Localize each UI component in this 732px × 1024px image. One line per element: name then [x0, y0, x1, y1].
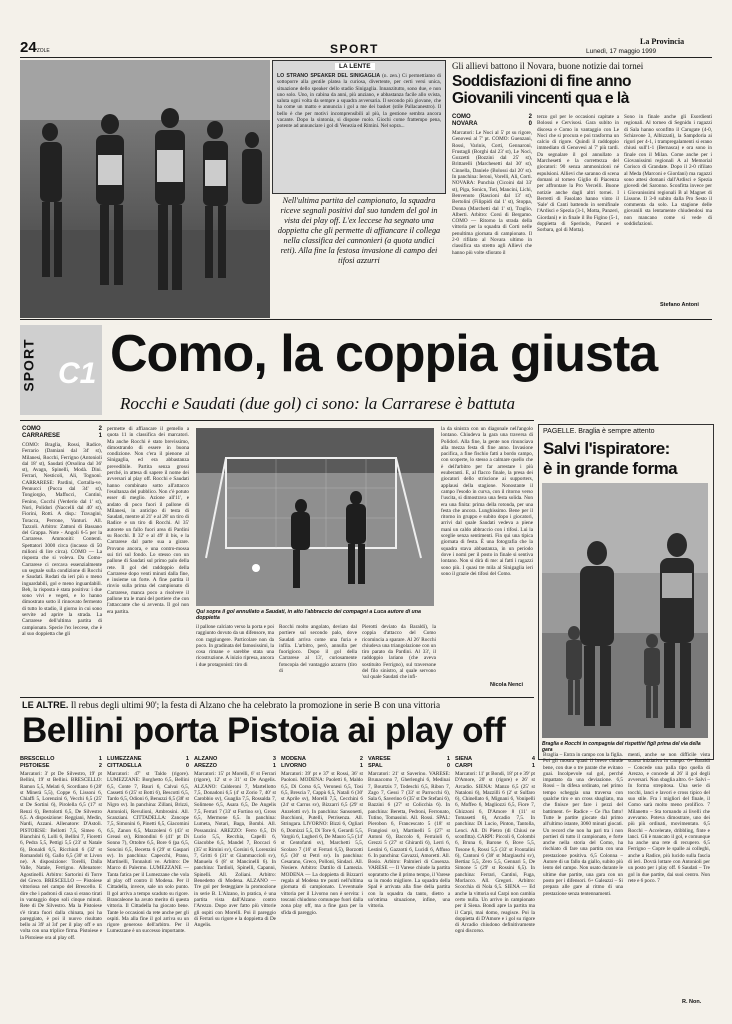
serie-c-kicker-text: Il rebus degli ultimi 90'; la festa di Alzano che ha celebrato la promozione in serie B con una vittoria: [70, 700, 441, 710]
main-away: CARRARESE: [22, 433, 61, 439]
main-col4: Rocchi molto angolato, deviato dal portiere sul secondo palo, dove Saudati arriva come una furia e infila. L'arbitro, però, annulla per fuorigioco. Dopo il gol della Carrarese al 13', curiosamente fotocopia del vantaggio azzurro (tiro di: [279, 624, 357, 675]
serie-c-kicker-lead: LE ALTRE.: [22, 700, 69, 710]
goal-photo-caption: Qui sopra il gol annullato a Saudati, in alto l'abbraccio dei compagni a Luca autore di una doppietta: [196, 609, 421, 622]
section-rule-1: [20, 319, 712, 320]
match-score: [281, 756, 363, 769]
header-rule: [20, 57, 712, 58]
pagelle-photo-caption: Braglia e Rocchi in compagnia del rispettivi figli prima del via della gara: [542, 741, 701, 753]
giovanili-col3: Sono in finale anche gli Esordienti regionali. Al torneo di Segnidu i ragazzi di Sala hanno sconfitto il Carugate (4-0, Schiavone 3, Albizzati), la Sampdoria ai rigori per 4-1, i trampregalamenti si erano chiusi sull'1-1 (Bernasca) e ora sono in finale con il Milan. Come anche per i Giovanissimi regionali A al Memorial Corisco di Grandate. Dopo il 2-0 rifilato al Meda (Marconi e Giordani) ma ragazzi sono attesi domani dall'Ardisci e Spezia giovedì del Saronno. Sconfitta invece per i Giovanissimi regionali B al Magnet di Lissone. Il 3-0 subito dalla Pro Sesto il commenta da solo. La stagione delle giovanili sta lentamente chiudendosi ma non mancano come si vede di soddisfazioni.: [624, 114, 712, 228]
match-score: [20, 756, 102, 769]
photo-players-celebrating: [20, 60, 270, 318]
photo-braglia-rocchi-children: [542, 483, 708, 738]
match-home-goals: 1: [98, 756, 102, 762]
match-home: BRESCELLO: [20, 756, 55, 762]
match-away-goals: 0: [446, 762, 450, 769]
match-away-goals: 2: [98, 762, 102, 769]
la-lente-body: [277, 73, 441, 189]
page-number-value: 24: [20, 39, 37, 56]
match-away: SPAL: [368, 762, 383, 769]
match-away: CITTADELLA: [107, 762, 142, 769]
section-header: SPORT: [330, 42, 379, 56]
main-author: Nicola Nenci: [490, 682, 524, 688]
match-block: [107, 756, 189, 1008]
match-score: [368, 756, 450, 769]
giovanili-away-goals: 0: [528, 121, 532, 127]
pagelle-author: R. Non.: [682, 999, 702, 1005]
match-away: CARPI: [455, 762, 473, 769]
giovanili-title-2: Giovanili vincenti qua e là: [452, 90, 629, 107]
main-title: Como, la coppia giusta: [110, 325, 658, 383]
giovanili-score: [452, 114, 532, 128]
match-home-goals: 2: [359, 756, 363, 762]
side-label-block: [20, 325, 102, 415]
match-block: [455, 756, 535, 1008]
giovanili-kicker: Gli allievi battono il Novara, buone notizie dai tornei: [452, 61, 644, 71]
pagelle-col2: menti, anche se non difficile vista scarsa iniziativa in campo. 6+ Baraldi – Concede una palla tipo quella di Arezzo, e concede al 26' il gol degli avversari. Non sbaglia altro. 6+ Salvi – In forma strepitosa. Una serie di tocchi, lanci e lavori e cross tipico del suo stile. Fra i migliori del finale, il Como sarà molto meno prolifico. 7 Milanetto – Sta tornando ai livelli che avevamo. Poteva dimostrare, uno dei più più ordinati, movimentato. 6,5 Rocchi – Accelerate, dribbling, finte e lanci. Gli è mancato il gol, e comunque ha anche una rete di recupero. 6,5 Ferrigno – Copre le spalle ai colleghi, anche a Radice, più lucido sulla fascia di ieri. Dovrà lottare con Antonioli per un posto per i play off. 6 Saudati – Tre gol in due partite, dai suoi centro. Non rete e 6 poco. 7: [628, 752, 710, 884]
serie-c-results: [20, 756, 536, 1008]
match-block: [281, 756, 363, 1008]
match-text: Marcatori: 47' st Taldo (rigore). LUMEZZANE: Borghetto 6,5, Bellini 6,5, Conte 7, Bauri 6, Calvai 6,5, Cassetti 6 (25' st Botti 6), Bescotti 6,5, Tardo 6,5, Odioni 6, Benuzzi 6,5 (38' st Nigro sv). In panchina: Zillani, Brizzi, Antonioli, Revulioni, Ambrosini. All. Scanziani. CITTADELLA: Zancope 7,5, Simonini 6, Pinetti 6,5, Giacomini 6,5, Zanon 6,5, Mazzoleni 6 (43' st Greasi sv), Rimondini 6 (41' pt Di Sonno 7), Ottobre 6,5, Bore 6 (pa 6,5, Soncini 6,5, Becetta 6 (29' st Gaspari sv). In panchina: Capecchi, Pranu, Martinelli, Tonnaluti ve. Arbitro: De Marco di Palermo. LUMEZZANE — Tanta fatica per il Lumezzane che vola al play off contro il Modena. Per il Cittadella, invece, sale un solo punto. Il gol arriva a tempo scaduto su rigore. Brancaleone ha avuto merito di questa vittoria. Il Cittadella ha giocato bene. Tante le occasioni da rete anche per gli ospiti. Ma alla fine il gol arriva su un rigore generoso dell'arbitro. Per il Lumezzane è un successo importante.: [107, 771, 189, 935]
match-block: [368, 756, 450, 1008]
giovanili-col2: terzo gol per le occasioni capitate a Bolossi e Cervisosi. Gara subito in discesa e Como in vantaggio con Le Noci che si procura e poi trasforma un calcio di rigore. Quindi il raddoppio immediato di Genovesi al 7' più tardi. Da segnalare il gol annullato a Marchesetti e la correttezza del giocatori: 90 senza ammonizioni né espulsioni. Allievi che saranno di scena domani al torneo Giglio di Piacenza per affrontare la Pro Vercelli. Buone notizie anche dagli altri tornei. I Berretti di Fasolato hanno vinto il 'Sale' di Canti battendo in semifinale l'Ardisci e Spezia (3-1, Motta, Panzeri, Giordani) e in finale il Bo Figino (5-1, doppietta di Sperindo, Panzeri e Sorbara, gol di Motta).: [537, 114, 619, 234]
match-block: [194, 756, 276, 1008]
side-label-sport: SPORT: [20, 338, 37, 392]
match-text: Marcatori: 3' pt De Silvestro, 19' pt Bellini, 19' st Bellini. BRESCELLO: Ramon 5,5, Melati 6, Scordiano 6 (28' st Minerà 5,5), Coppe 6, Lissoni 6, Chiaffi 5, Lorenzini 6, Vecchi 6,5 (25' st De Sortini 6), Pirolella 6,5 (17' st Renzi 6), Bertolotti 6,5, De Silvestro 6,5. A disposizione: Reggiani, Medin, Nardi, Azzani. Allenatore: D'Astoli. PISTOIESE: Bellotti 7,5, Simeo 6, Bianchini 6, Lolli 6, Bellini 7, Fioretti 6, Pedra 5,5, Pettigi 5,5 (23' st Natale 6), Bonaldi 6,5, Ricchiuti 6 (32' st Romandoli 6), Gallo 6,5 (30' st Livon ne). A disposizione: Torelli, Dalla Valle, Natale, Ferrigno. Allenatore: Agostinelli. Arbitro: Sartorini di Torre del Greco. BRESCELLO — Pistoiese vittoriosa nel campo del Brescello. E dire che i padroni di casa si erano tirati in vantaggio dopo soli cinque minuti. Rete di De Silvestro. Ma la Pistoiese s'è tirata fuori dalla chinata, poi ha pareggiato, è poi il nuovo risultato bello ai 39' al 34' per il play off e un volta con una triplice firma. Pistoiese e la Pistoiese ora al play off.: [20, 771, 102, 941]
main-col6: la da sinistra con un diagonale nell'angolo lontano. Chiudeva la gara una traversa di Polidori. Alla fine, la gente non rinunciava alla mezza festa di fine anno. Invasione pacifica, a fine fischio fatti a bordo campo, con scoperte, lo stesso a calmare quello che è dell'arbitro per far arrestare i più esuberanti. E, al flacco finale, la presa dei giocatori dello striscione ai supporters, applausi della stagione. Nonostante il campo l'esodo in curva, con il ritorno verso l'uscita, si dimostrava una festa solida. Non era una finita: prima della rotonda, per una festa che ancora. Lunghissimo. Bene per il ritorno in gruppo e subito dopo i giocatori, arrivi dal quale Saudati vedeva a piene mani un caldo abbraccio con i tifosi. Lui la sceglie senza sentimenti. Fin qui una tipica giornata di festa. È una fotografia che la squadra stava abbastanza, in un periodo dove i nomi per il posto in finale si sentiva lontano. Non si dirà di me: ai fatti i ragazzi sono più. I quasi tre mila al Sinigaglia ieri sono il grazie dei tifosi del Como.: [441, 426, 533, 577]
match-home: VARESE: [368, 756, 391, 762]
match-block: [20, 756, 102, 1008]
giovanili-home-goals: 2: [528, 114, 532, 120]
main-col5: Pierotti deviato da Baraldi), la coppia d'attacco del Como ricomincia a sparare. Al 26' Rocchi chiudeva una triangolazione con un tiro parato da Pardini. Al 33', il raddoppio lariano (che aveva sostituito Ferrigno), sul traversone del filo sinistro, al quale servono 'sul quale Saudati che infi-: [362, 624, 436, 681]
match-away-goals: 1: [359, 762, 363, 769]
match-away-goals: 0: [185, 762, 189, 769]
match-home-goals: 3: [272, 756, 276, 762]
match-score: [107, 756, 189, 769]
match-away: AREZZO: [194, 762, 217, 769]
giovanili-home: COMO: [452, 114, 471, 120]
match-text: Marcatori: 39' pt e 37' st Rossi, 36' st Paoloni. MODENA: Paoletti 6, Maldo 6,5, Di Corso 6,5, Veronesi 6,5, Tosi 6,5, Brescia 7, Cappù 6,5, Natali 6 (30' st Aprile sv), Morelli 7,5, Cecchini 6 (24' st Carrus sv), Bizzarri 6,5 (29' st Anzelotti sv). In panchina: Sansonetti, Bucchioni, Putelli, Petrisenza. All. Stringara. LIVORNO: Bizzi 6, Ogliari 6, Domizzi 5,5, Di Tore 6, Gerardi 5,5, Vargiù 6, Lugheri 6, De Mauro 5,5 (14' st Centofanti sv), Marchetti 5,5, Scolaro 7 (16' st Ferrari 6,5), Borzotti 6,5 (30' st Petri sv). In panchina: Cesarano, Greco, Polloni, Sindaci. All. Nosiere. Arbitro: Dattilo di Lamezia. MODENA — La doppietta di Bizzarri regala al Modena tre punti nell'ultima giornata di campionato. L'eventuale vittoria per il Livorno non è servita: i toscani chiudono comunque fuori dalla zona play off, ma a fine gara per la sfida di pareggio.: [281, 771, 363, 916]
main-col1: COMO: Braglia, Rossi, Radice, Ferrario (Damiani dal 34' st), Milanesi, Rocchi, Ferrigno (Antonioli dal 18' st), Saudati (Orsolina dal 36' st), Avagn, Spinelli, Modà. Dini. Ferrari, Nesticoli, Ali, Tognoni. CARRARESE: Pardini, Cortalla-ve, Pennucci (Pucca dal 34' st), Tongiorgio, Maffucci, Contini, Fenino, Cucchi (Verderio dal 1' st), Nori, Polidori (Naccelli dal 40' st), Fiorini, Rotti. A disp.: Travagini, Toracca, Perrone, Vanturi. All. Tazzoli. Arbitro: Zattoni di Bassano del Grappa. Note - Angoli 6-5 per la Carrarese. Ammoniti: Contenti. Spettatori 3000 circa (incasso di 50 milioni di lire circa). COMO — La risposta che si voleva. Da Como-Carrarese ci cercava essenzialmente un segnale sulla condizione di Rocchi e Saudati. Rodati da ieri più o meno inguardabili, gol e meno inguardabili. Beh, la risposta è stata positiva: i due sono vivi e vegeti, e lo hanno dimostrato sotto il rinnovato fermento di tutto lo stadio, il giorno in cui sono servite ad aprire la strada. La Carrarese dell'ultima partita di campionato. Specie l'ex leccese, che è al suo doppietta che gli: [22, 442, 102, 637]
la-lente-box: [272, 60, 446, 194]
match-home: SIENA: [455, 756, 473, 762]
la-lente-lead: LO STRANO SPEAKER DEL SINIGAGLIA: [277, 73, 381, 79]
main-col3: il pallone calciato verso la porta e poi raggiunto dovuto da un difensore, ma con raggiungere. Particolare non da poco. In gradinata del famosissimi, la cosa rimane e sarebbe stata una ricostruzione. A inizio ripresa, ancora i due protagonisti: tiro di: [196, 624, 274, 668]
main-home-goals: 2: [98, 426, 102, 432]
league-label: C1: [58, 357, 97, 390]
giovanili-away: NOVARA: [452, 121, 478, 127]
giovanili-title-1: Soddisfazioni di fine anno: [452, 73, 632, 90]
match-home: ALZANO: [194, 756, 218, 762]
giovanili-author: Stefano Antoni: [660, 302, 699, 308]
match-away-goals: 1: [531, 762, 535, 769]
section-rule-2: [20, 420, 534, 421]
match-score: [194, 756, 276, 769]
pagelle-kicker: PAGELLE. Braglia è sempre attento: [543, 428, 655, 435]
serie-c-kicker: [22, 700, 534, 711]
match-home-goals: 1: [185, 756, 189, 762]
match-score: [455, 756, 535, 769]
match-text: Marcatori: 15' pt Morelli, 6' st Ferrari (rigore), 12' st e 31' st De Angelis. ALZANO: Calderoni 7, Martellotto 7,5, Donadoni 6,5 (4' st Zorio 7, 40' st Carobbio sv), Guaglia 7,5, Rossalda 7, Solimene 6,5, Asara 6,5, De Angelis 7,5, Ferrari 7 (33' st Fortino sv), Gross 6,5, Mermone 6,5. In panchina: Lumeta, Notari, Baga, Bombi. All. Possanzini. AREZZO: Ferro 6,5, Di Lucio 5,5, Recchia, Capelli 6, Giacobbe 6,5, Mandel 7, Boccaci 6 (35' st Rimini sv), Corsini 6, Lorenzini 7, Gritti 6 (31' st Giammaccioli sv), Manuela 6 (8' st Mancinelli 6). In panchina: Tardioli, Spinelli, Capanni, Spinelli. All. Zoliani. Arbitro: Benedetto di Modena. ALZANO — Tre gol per festeggiare la promozione in serie B. L'Alzano, in pratica, è una partita vista dall'Alzano contro l'Arezzo. Dopo aver fatto più vittorie gli ospiti con Morelli. Poi il pareggio di Ferrari su rigore e la doppietta di De Angelis.: [194, 771, 276, 929]
match-away-goals: 1: [272, 762, 276, 769]
serie-c-title: Bellini porta Pistoia ai play off: [22, 711, 506, 750]
main-away-goals: 1: [98, 433, 102, 439]
match-text: Marcatori: 11' pt Bondi, 18' pt e 39' pt D'Amore, 20' st (rigore) e 26' st Arcadio. SIENA: Manzo 6,5 (25' st Nataloni 6), Mazzilli 6 (2' st Sulfaro 6), Chinellato 6, Mignani 6, Vonipelli 6, Moffeo 6, Magliozzi 6,5, Fiore 7, Ghizzoni 6, D'Amore 8 (11' st Tomasetti 6), Arcadio 7,5. In panchina: Di Lucio, Pinton, Tantolla, Lenci. All. Di Pietro (di Chiusi ne sconfitta). CARPI: Piccoli 6, Colombi 6, Bruna 6, Barone 6, Bove 5,5, Tosone 6, Rossi 5,5 (33' st Frontalini 6), Cantoni 6 (38' st Margiaschi sv), Bertiaz 5,5, Zero 5,5, Gennari 5, De Simone 5 (29' st Rossini 6,5). In panchina: Ferrari, Cantini, Fuga, Morlacco. All. Gregori. Arbitro: Scocchia di Nola 6,5. SIENA — Ed anche la vittoria sul Carpi non cambia certo nulla. Un arrivo in campionato per il Siena. Bondi apre la partita ma il Carpi, mai domo, reagisce. Poi la doppietta di D'Amore e i gol su rigore di Arcadio chiudono definitivamente ogni discorso.: [455, 771, 535, 935]
main-home: COMO: [22, 426, 41, 432]
main-score: [22, 426, 102, 440]
main-subtitle: Rocchi e Saudati (due gol) ci sono: la Carrarese è battuta: [120, 394, 516, 413]
page-number-suffix: ZOLE: [36, 48, 50, 54]
match-text: Marcatori: 21' st Saverino. VARESE: Brunacomo 7, Gherlenghi 6, Medinai 7, Bourtzis 7, Todeschi 6,5, Ribon 7, Zago 7, Gessi 7 (33' st Parrocchi 6), Sala 6, Saverino 6 (35' st De Stefani 6), Bazzini 6 (27' st Colicchia 6). In panchina: Beretta, Pedroni, Ferronato, Tutino, Tomassini. All. Rossi. SPAL: Pierobon 6, Francescato 5 (18' st Frangiosi sv), Martinelli 5 (27' st Antoni 6), Baccolo 6, Ferraioli 6, Grezzi 5 (27' st Ghirardi 6), Lerri 6, Lestini 6, Gazzotti 6, Lucidi 6, Affuso 6. In panchina: Gavazzi, Amoretti. All. Bosio. Arbitro: Palmieri di Cosenza. VARESE — Il Varese chiude la partita sopratutto che il primo tempo, il Varese sa in modo migliore. La squadra della Spal è arrivata alla fine della partita con la squadra da tanto, dietro a un'ottima situazione, infine, una vittoria.: [368, 771, 450, 910]
la-lente-text: (n. zen.) Ci permettiamo di sottoporre alla gentile platea la curiosa, divertente, per certi versi unica, situazione dello speaker dello stadio Sinigaglia. Innanzitutto, sono due, e non uno solo. Uno, in cabina da anni, più anziano, e abbastanza facile allo svista, saluta ogni volta da sempre a squadra avversaria. Il secondo più giovane, che ha come un matto e annuncia i gol a me dei basket (stile Pallacanestro). Il bello è che per motivi incomprensibili al più, la gestione sembra ancora vacante. Dopo la sintonia, si dispone ruolo. Giochi come frattempo pena, potente ad annunciare i gol di Venezia ed Rimini. Nel sopra...: [277, 73, 441, 130]
match-home-goals: 4: [531, 756, 535, 762]
pagelle-title-1: Salvi l'ispiratore:: [543, 439, 670, 458]
giovanili-col1: Marcatori: Le Noci al 5' pt su rigore, Genovesi al 7' pt. COMO: Guenzani, Rossi, Varinis, Corti, Gennaroni, Frustagli (Borghi dal 23' st), Le Noci, Gozzetti (Bozzini dal 25' st), Brittarelli (Marchesetti dal 30' st), Cinnella, Daniele (Bolossi dal 20' st). In panchina: Ieroni, Vorelli, Ali, Corti. NOVARA: Punchia (Cicoini dal 33' st), Piga, Sonicn, Toti, Mancini, Lichi, Benvenuto (Rascioni dal 13' st), Bertolini (Filippidi dal 1' st), Stoppa, Donna (Marchetti dal 1' st), Traglio, Alberti. Arbitro: Corsi di Bergamo. COMO — Ritorno la strada della vittoria per la squadra di Corti nelle penultima giornata di campionato. Il 2-0 rifilato al Novara ultimo in classifica sta stretto agli Allievi che hanno più volte sfiorato il: [452, 130, 532, 256]
pagelle-col1: Braglia – Entra in campo con la figlia. Poi gli mostra quasi il breve chiude bene, con due o tre parate che evitano guai. Incolpevole sul gol, perché impattato da una deviazione. 6,5 Rossi – In difesa ordinato, nel primo tempo scheggia una traversa con qualche tiro e un cross sbagliato, ma che finisce per fare i pezzi del battiment. 6+ Radice – Ce l'ha fatto! Tutte le partite giocate dal primo all'ultimo istante, 3060 minuti giocati. Un record che non ha pari tra i non portieri di tutto il campionato, e forte anche nella storia del Como, ha rischiato di fare una partita con una prestazione positiva. 6,5 Colonna – Autore di un fallo da giallo, subito più lento del campo. Non usato durante le ultime due partite, una gara con un posto per i difensori. 6+ Galeazzi – Si prepara alle gare al ritmo di una prestazione senza tentennamenti.: [543, 752, 623, 897]
match-away: LIVORNO: [281, 762, 307, 769]
section-rule-3: [20, 697, 534, 698]
match-home: LUMEZZANE: [107, 756, 142, 762]
newspaper-name: La Provincia: [640, 37, 685, 46]
match-home-goals: 1: [446, 756, 450, 762]
la-lente-label: LA LENTE: [335, 63, 375, 70]
top-photo-caption: Nell'ultima partita del campionato, la squadra riceve segnali positivi dal suo tandem del gol in vista dei play off. L'ex leccese ha segnato una doppietta che gli permette di affiancare il collega nella classifica dei cannonieri (a quota undici reti). Alla fine la festosa invasione di campo dei tifosi azzurri: [277, 196, 441, 265]
match-away: PISTOIESE: [20, 762, 50, 769]
issue-date: Lunedì, 17 maggio 1999: [586, 48, 657, 55]
pagelle-title-2: è in grande forma: [543, 459, 678, 478]
photo-goal-action: [196, 428, 434, 606]
match-home: MODENA: [281, 756, 306, 762]
main-col2: permette di affiancare il gemello a quota 11 in classifica dei marcatori. Ma anche Rocchi è stato brevissimo, dimostrando di essere in buona condizione. Non c'era il pienone al Sinigaglia, ed era abbastanza prevedibile. Partita senza grossi perché, in attesa di sapere il nome dei avversari al play off. Rocchi e Saudati hanno combinato sotto all'attacco l'esultanza del pubblico. Non c'è potuto esser di meglio. Azione all'11', e andato di poco fuori il pallone di Milanesi, in anticipo di testa di Saudati, mentre al 21' e al 28' un tiro di Radice e un tiro di Rocchi. Al 35' autorete un fallo fuori area di Pardini su Rocchi. Il 32' e al 49' il bis, e la Carrarese dal parte sua a girare. Provano ancora, e una contro-mossa sui tiri sul fondo. Lo stesso con un pallone di Saudati sul primo palo della rete. Il gol del raddoppio della Carrarese dopo venti minuti dalla fine, e insieme un forte. A fine partita il rinvio sulla prima del campionato di Carrarese, manca poco a risolvere il pallone tra le mani del portiere che con l'attaccante che si avventa. Il gol non era partita.: [107, 426, 189, 615]
